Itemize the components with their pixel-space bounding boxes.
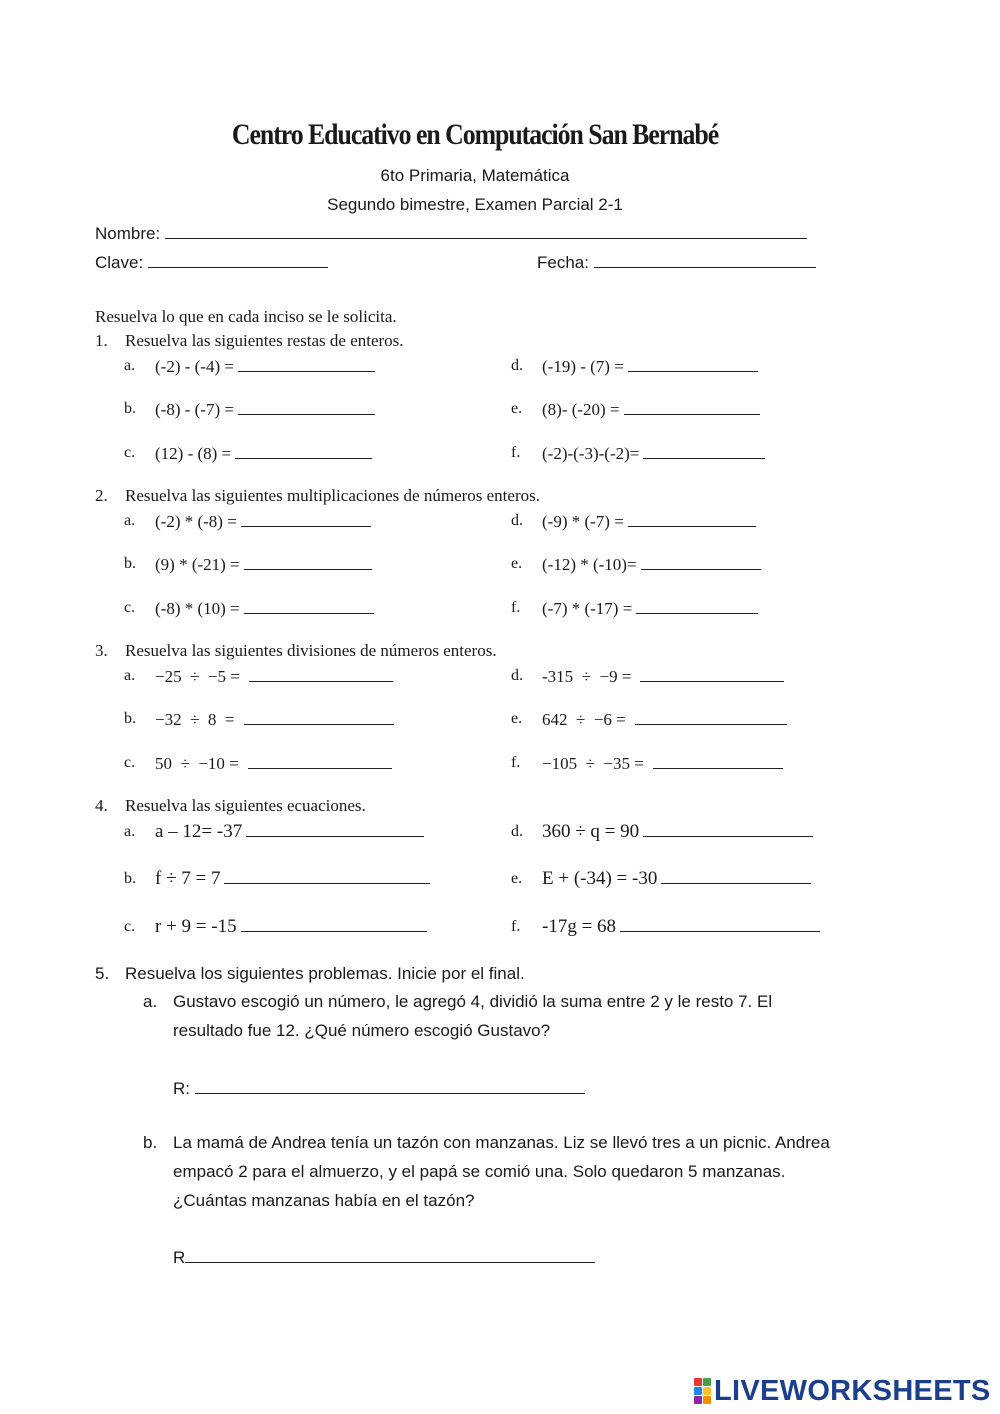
exercise-1c — [155, 443, 372, 464]
answer-line[interactable] — [195, 1078, 585, 1094]
exercise-3a — [155, 666, 393, 687]
exercise-expression: 642 ÷ −6 = — [542, 710, 626, 729]
exercise-3f — [542, 753, 783, 774]
exercise-expression: (-2) - (-4) = — [155, 357, 234, 376]
answer-line[interactable] — [661, 868, 811, 884]
exercise-4b — [155, 868, 430, 890]
answer-label: R: — [173, 1079, 190, 1098]
item-letter: d. — [511, 512, 523, 529]
exercise-2c — [155, 598, 374, 619]
exercise-expression: (8)- (-20) = — [542, 400, 620, 419]
problem-b-answer — [173, 1247, 595, 1268]
section-1-number: 1. — [95, 331, 108, 350]
brand-tile — [703, 1396, 711, 1404]
item-letter: f. — [511, 599, 521, 616]
item-letter: d. — [511, 357, 523, 374]
liveworksheets-logo — [694, 1374, 991, 1408]
exercise-expression: (9) * (-21) = — [155, 555, 240, 574]
name-field — [95, 223, 807, 244]
exercise-expression: a – 12= -37 — [155, 821, 243, 842]
exercise-expression: -17g = 68 — [542, 916, 617, 937]
exam-name: Segundo bimestre, Examen Parcial 2-1 — [327, 195, 623, 214]
exercise-4a — [155, 821, 424, 843]
answer-line[interactable] — [244, 554, 372, 570]
item-letter: c. — [124, 444, 136, 461]
exercise-3e — [542, 709, 787, 730]
answer-line[interactable] — [628, 356, 758, 372]
answer-line[interactable] — [641, 554, 761, 570]
exercise-1a — [155, 356, 375, 377]
answer-line[interactable] — [653, 753, 783, 769]
item-letter: c. — [124, 599, 136, 616]
exercise-4e — [542, 868, 811, 890]
exercise-expression: (-8) * (10) = — [155, 599, 240, 618]
item-letter: e. — [511, 555, 523, 572]
section-3-title: Resuelva las siguientes divisiones de números enteros. — [125, 641, 497, 660]
code-label: Clave: — [95, 253, 144, 272]
item-letter: a. — [124, 823, 136, 840]
problem-a-text: Gustavo escogió un número, le agregó 4, dividió la suma entre 2 y le resto 7. El resultado fue 12. ¿Qué número escogió Gustavo? — [173, 992, 773, 1040]
answer-line[interactable] — [635, 709, 787, 725]
item-letter: c. — [124, 754, 136, 771]
item-letter: a. — [124, 512, 136, 529]
exercise-expression: (-2) * (-8) = — [155, 512, 237, 531]
answer-line[interactable] — [224, 868, 430, 884]
answer-line[interactable] — [640, 666, 784, 682]
code-field — [95, 252, 328, 273]
exercise-expression: E + (-34) = -30 — [542, 868, 658, 889]
exercise-expression: −105 ÷ −35 = — [542, 754, 644, 773]
exercise-4d — [542, 821, 813, 843]
exercise-1f — [542, 443, 765, 464]
answer-line[interactable] — [235, 443, 372, 459]
section-1-title: Resuelva las siguientes restas de enteros. — [125, 331, 404, 350]
exercise-3b — [155, 709, 394, 730]
exercise-expression: -315 ÷ −9 = — [542, 667, 632, 686]
exercise-expression: f ÷ 7 = 7 — [155, 868, 221, 889]
section-4-number: 4. — [95, 796, 108, 815]
date-field — [537, 252, 816, 273]
name-input-line[interactable] — [165, 223, 807, 239]
item-letter: e. — [511, 870, 523, 887]
exercise-expression: −32 ÷ 8 = — [155, 710, 235, 729]
item-letter: b. — [124, 400, 136, 417]
exercise-4f — [542, 916, 820, 938]
item-letter: a. — [124, 667, 136, 684]
brand-tile — [694, 1378, 702, 1386]
answer-line[interactable] — [244, 709, 394, 725]
answer-line[interactable] — [643, 821, 813, 837]
item-letter: f. — [511, 918, 521, 935]
item-letter: b. — [124, 555, 136, 572]
brand-tile — [694, 1387, 702, 1395]
exercise-3c — [155, 753, 392, 774]
answer-line[interactable] — [643, 443, 765, 459]
brand-tile — [694, 1396, 702, 1404]
instructions: Resuelva lo que en cada inciso se le solicita. — [95, 307, 397, 326]
answer-line[interactable] — [624, 399, 760, 415]
item-letter: c. — [124, 918, 136, 935]
problem-a-answer — [173, 1078, 585, 1099]
exercise-expression: (-19) - (7) = — [542, 357, 624, 376]
brand-name: LIVEWORKSHEETS — [714, 1374, 991, 1407]
exercise-1b — [155, 399, 375, 420]
item-letter: f. — [511, 754, 521, 771]
problem-b-text: La mamá de Andrea tenía un tazón con manzanas. Liz se llevó tres a un picnic. Andrea empacó 2 para el almuerzo, y el papá se comió una. Solo quedaron 5 manzanas. ¿Cuántas manzanas había en el tazón? — [173, 1133, 830, 1210]
item-letter: e. — [511, 400, 523, 417]
exercise-1e — [542, 399, 760, 420]
item-letter: a. — [124, 357, 136, 374]
exercise-2b — [155, 554, 372, 575]
exercise-expression: r + 9 = -15 — [155, 916, 237, 937]
answer-line[interactable] — [238, 356, 375, 372]
section-5-title: Resuelva los siguientes problemas. Inicie por el final. — [125, 964, 525, 983]
exercise-expression: −25 ÷ −5 = — [155, 667, 240, 686]
answer-line[interactable] — [246, 821, 424, 837]
item-letter: d. — [511, 667, 523, 684]
problem-b-letter: b. — [143, 1133, 158, 1152]
exercise-3d — [542, 666, 784, 687]
exercise-expression: (-12) * (-10)= — [542, 555, 637, 574]
problem-a-letter: a. — [143, 992, 158, 1011]
grade-subject: 6to Primaria, Matemática — [380, 166, 570, 185]
exercise-4c — [155, 916, 427, 938]
exercise-expression: (-8) - (-7) = — [155, 400, 234, 419]
answer-line[interactable] — [248, 753, 392, 769]
answer-line[interactable] — [238, 399, 375, 415]
exercise-2f — [542, 598, 758, 619]
exercise-expression: 50 ÷ −10 = — [155, 754, 239, 773]
item-letter: b. — [124, 710, 136, 727]
brand-tiles-icon — [694, 1378, 711, 1404]
item-letter: f. — [511, 444, 521, 461]
brand-tile — [703, 1378, 711, 1386]
section-5-number: 5. — [95, 964, 110, 983]
brand-tile — [703, 1387, 711, 1395]
answer-line[interactable] — [241, 916, 427, 932]
answer-line[interactable] — [628, 511, 756, 527]
exercise-2e — [542, 554, 761, 575]
answer-line[interactable] — [185, 1247, 595, 1263]
section-4-title: Resuelva las siguientes ecuaciones. — [125, 796, 366, 815]
exercise-2d — [542, 511, 756, 532]
section-3-number: 3. — [95, 641, 108, 660]
exercise-expression: (-7) * (-17) = — [542, 599, 633, 618]
date-input-line[interactable] — [594, 252, 816, 268]
answer-line[interactable] — [241, 511, 371, 527]
school-title: Centro Educativo en Computación San Bernabé — [231, 118, 719, 151]
answer-label: R — [173, 1248, 186, 1267]
item-letter: b. — [124, 870, 136, 887]
exercise-expression: (-2)-(-3)-(-2)= — [542, 444, 640, 463]
item-letter: d. — [511, 823, 523, 840]
exercise-expression: (-9) * (-7) = — [542, 512, 624, 531]
item-letter: e. — [511, 710, 523, 727]
name-label: Nombre: — [95, 224, 161, 243]
answer-line[interactable] — [249, 666, 393, 682]
exercise-2a — [155, 511, 371, 532]
exercise-expression: (12) - (8) = — [155, 444, 232, 463]
date-label: Fecha: — [537, 253, 589, 272]
section-2-title: Resuelva las siguientes multiplicaciones de números enteros. — [125, 486, 540, 505]
answer-line[interactable] — [636, 598, 758, 614]
answer-line[interactable] — [244, 598, 374, 614]
answer-line[interactable] — [620, 916, 820, 932]
code-input-line[interactable] — [148, 252, 328, 268]
section-2-number: 2. — [95, 486, 108, 505]
exercise-expression: 360 ÷ q = 90 — [542, 821, 640, 842]
exercise-1d — [542, 356, 758, 377]
